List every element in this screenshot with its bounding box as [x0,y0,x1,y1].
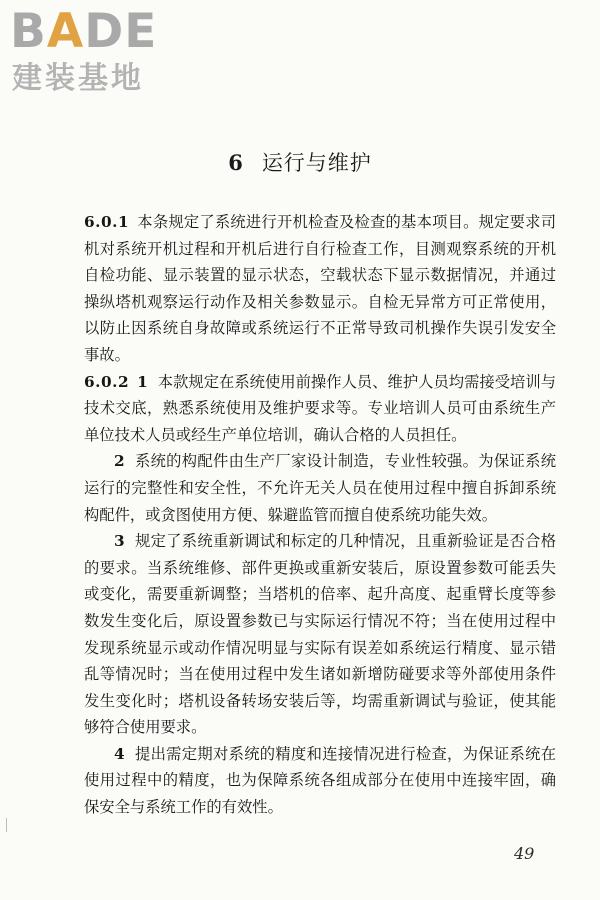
item-text: 提出需定期对系统的精度和连接情况进行检查，为保证系统在使用过程中的精度，也为保障系统各组成部分在使用中连接牢固，确保安全与系统工作的有效性。 [84,744,556,817]
logo-letters-de: DE [84,4,158,59]
clause-number: 6.0.2 [84,372,130,391]
item-number: 1 [137,372,148,391]
item-paragraph [84,741,556,821]
chapter-title [0,147,600,177]
page-number: 49 [514,844,535,863]
clause-paragraph [84,369,556,449]
clause-paragraph [84,209,556,369]
logo-letter-a: A [46,4,85,59]
item-text: 系统的构配件由生产厂家设计制造，专业性较强。为保证系统运行的完整性和安全性，不允许无关人员在使用过程中擅自拆卸系统构配件，或贪图使用方便、躲避监管而擅自使系统功能失效。 [84,452,556,524]
logo-subtitle: 建装基地 [12,61,144,96]
clause-number: 6.0.1 [84,213,130,231]
chapter-number: 6 [228,150,244,175]
clause-text: 本款规定在系统使用前操作人员、维护人员均需接受培训与技术交底，熟悉系统使用及维护要求等。专业培训人员可由系统生产单位技术人员或经生产单位培训，确认合格的人员担任。 [84,372,556,444]
logo-wordmark [10,6,157,58]
bade-logo [10,6,180,96]
document-body [84,209,556,821]
item-number: 3 [114,532,125,551]
item-number: 2 [114,452,125,471]
item-paragraph [84,448,556,528]
item-text: 规定了系统重新调试和标定的几种情况，且重新验证是否合格的要求。当系统维修、部件更换或重新安装后，原设置参数可能丢失或变化，需要重新调整；当塔机的倍率、起升高度、起重臂长度等参数发生变化后，原设置参数已与实际运行情况不符；当在使用过程中发现系统显示或动作情况明显与实际有误差如系统运行精度、显示错乱等情况时；当在使用过程中发生诸如新增防碰要求等外部使用条件发生变化时；塔机设备转场安装后等，均需重新调试与验证，使其能够符合使用要求。 [84,532,556,737]
item-paragraph [84,528,556,741]
item-number: 4 [114,744,125,763]
scan-mark [6,818,7,832]
chapter-title-text: 运行与维护 [261,151,372,175]
clause-text: 本条规定了系统进行开机检查及检查的基本项目。规定要求司机对系统开机过程和开机后进行自行检查工作，目测观察系统的开机自检功能、显示装置的显示状态，空载状态下显示数据情况，并通过操纵塔机观察运行动作及相关参数显示。自检无异常方可正常使用，以防止因系统自身故障或系统运行不正常导致司机操作失误引发安全事故。 [84,213,556,364]
logo-letter-b: B [10,4,47,59]
